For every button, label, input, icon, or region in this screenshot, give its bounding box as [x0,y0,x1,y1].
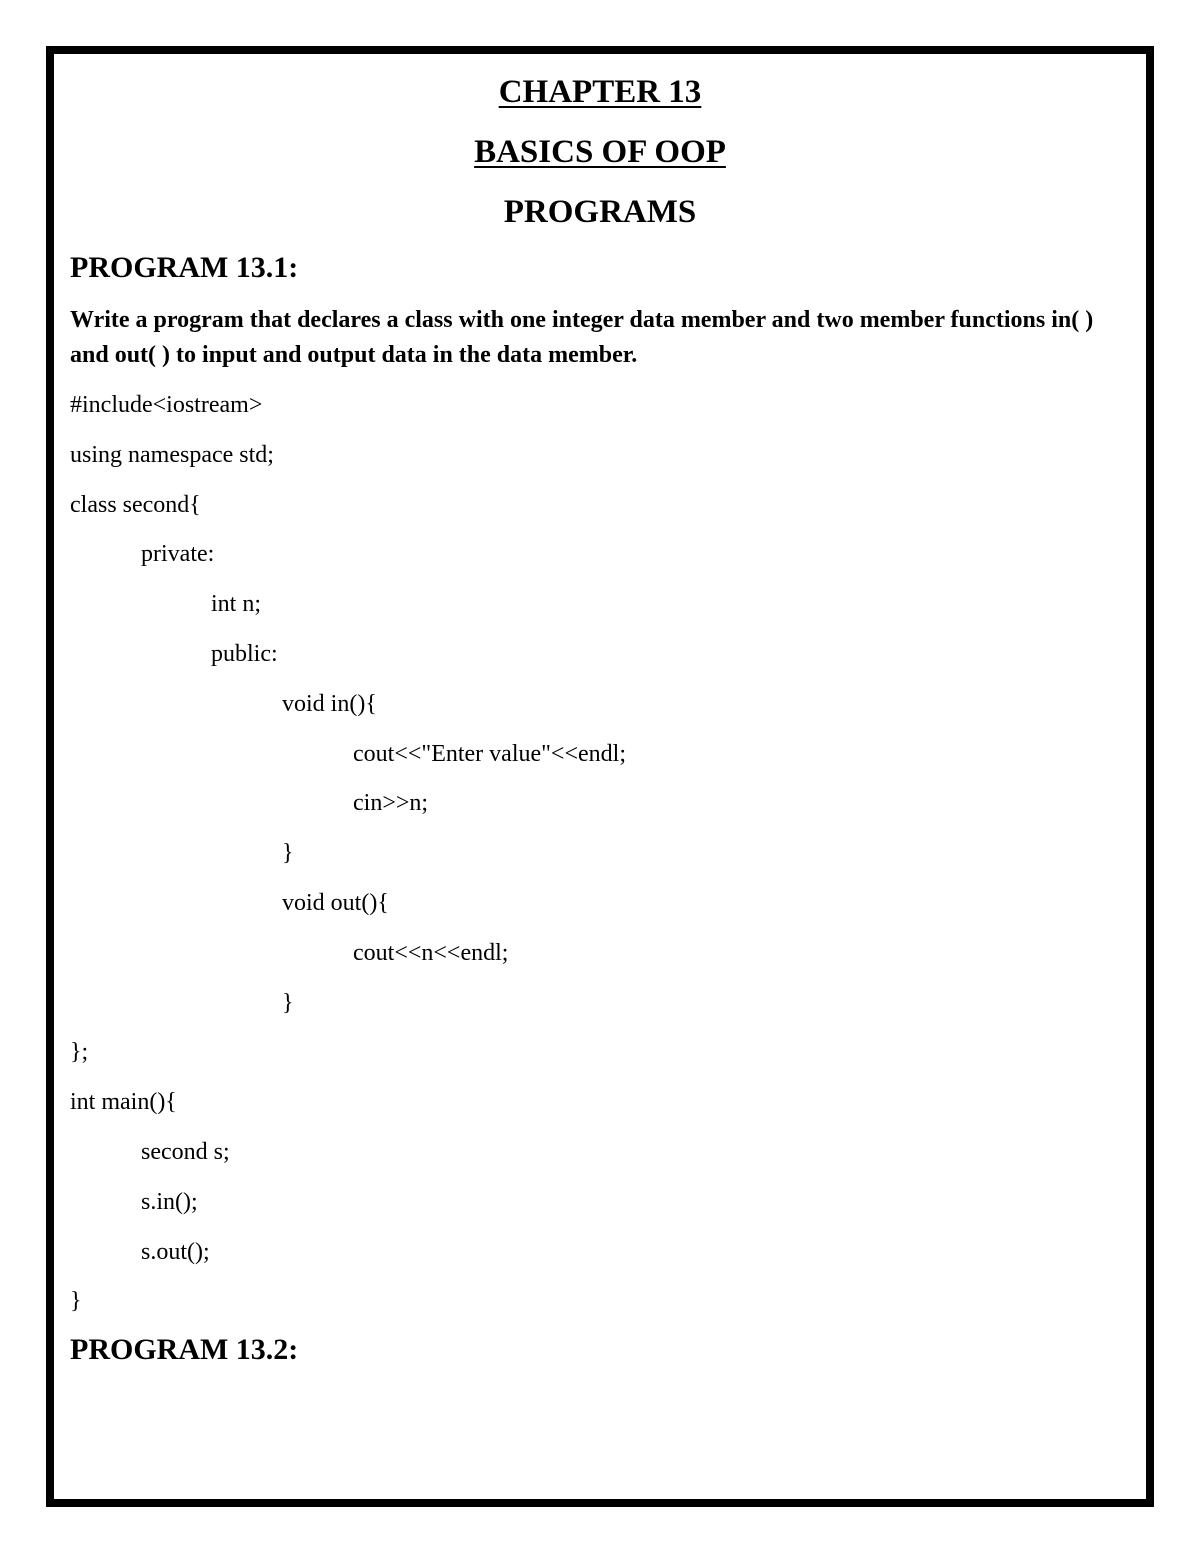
code-line: int n; [211,591,262,618]
code-line: cin>>n; [353,790,429,817]
code-line: s.out(); [141,1238,210,1265]
code-line: } [70,1288,82,1315]
code-line: } [282,840,294,867]
code-line: void in(){ [282,690,377,717]
code-line: private: [141,541,215,568]
code-line: cout<<n<<endl; [353,939,509,966]
code-line: using namespace std; [70,441,274,468]
subject-title: BASICS OF OOP [474,134,726,170]
program-13-1-label: PROGRAM 13.1: [70,251,299,284]
code-line: }; [70,1039,89,1066]
code-line: int main(){ [70,1089,177,1116]
code-line: public: [211,640,278,667]
code-line: second s; [141,1138,230,1165]
program-13-1-code [70,387,626,1333]
code-line: class second{ [70,491,201,518]
section-title: PROGRAMS [503,194,697,230]
program-13-1-question: Write a program that declares a class with one integer data member and two member functions in( ) and out( ) to input and output data in the data member. [70,307,1094,368]
code-line: #include<iostream> [70,392,263,418]
code-line: s.in(); [141,1188,198,1215]
code-line: } [282,989,294,1016]
program-13-2-label: PROGRAM 13.2: [70,1333,299,1366]
code-line: cout<<"Enter value"<<endl; [353,740,626,767]
code-line: void out(){ [282,889,389,916]
chapter-title: CHAPTER 13 [498,74,702,110]
